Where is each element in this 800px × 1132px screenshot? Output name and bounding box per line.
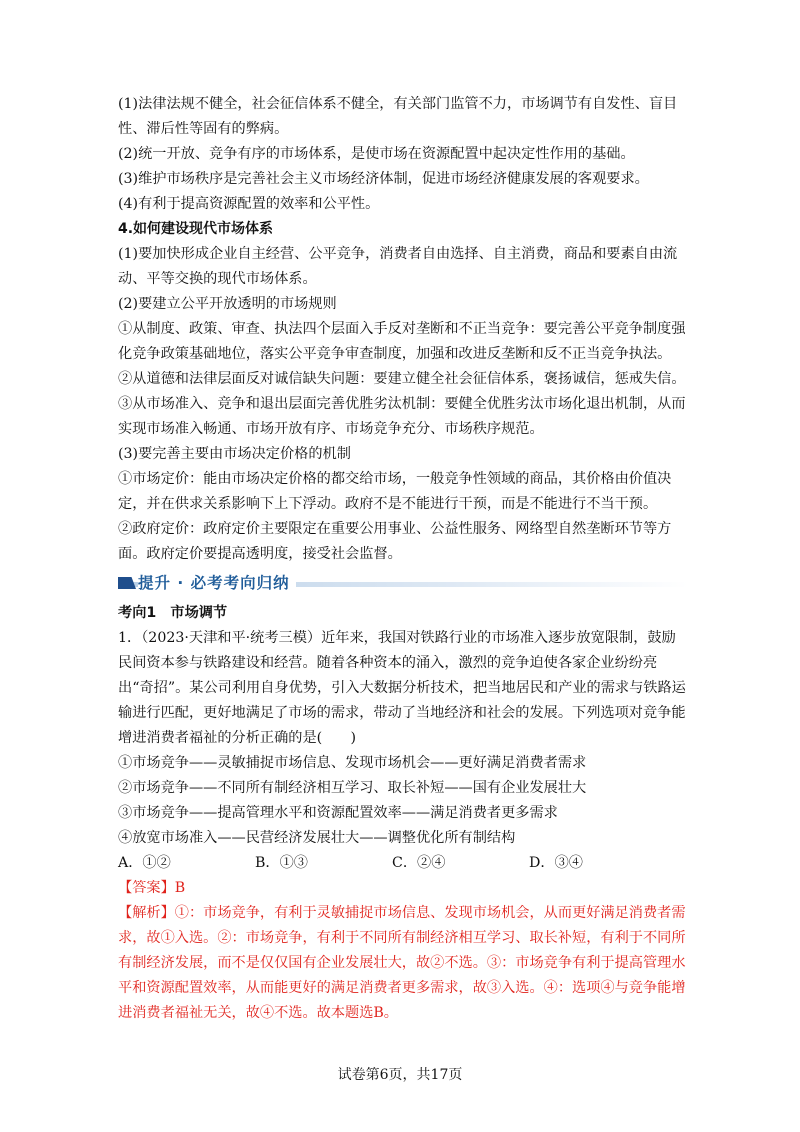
kaoxiang-title: 考向1 市场调节 — [118, 605, 228, 621]
section2-p2-item-2: ②从道德和法律层面反对诚信缺失问题：要建立健全社会征信体系，褒扬诚信，惩戒失信。 — [118, 371, 686, 387]
section2-paragraph-3: (3)要完善主要由市场决定价格的机制 — [118, 446, 351, 462]
section1-item-4: (4)有利于提高资源配置的效率和公平性。 — [118, 196, 380, 212]
question-stem: 1．（2023·天津和平·统考三模）近年来，我国对铁路行业的市场准入逐步放宽限制，鼓励民间资本参与铁路建设和经营。随着各种资本的涌入，激烈的竞争迫使各家企业纷纷亮出“奇招”。某公司利用自身优势，引入大数据分析技术，把当地居民和产业的需求与铁路运输进行匹配，更好地满足了市场的需求，带动了当地经济和社会的发展。下列选项对竞争能增进消费者福祉的分析正确的是( ) — [118, 630, 686, 746]
question-statement-1: ①市场竞争——灵敏捕捉市场信息、发现市场机会——更好满足消费者需求 — [118, 755, 587, 771]
banner-mark-icon — [118, 577, 136, 589]
option-a[interactable]: A．①② — [118, 855, 171, 871]
banner-title: 提升 · 必考考向归纳 — [138, 571, 296, 596]
answer-options — [118, 851, 688, 876]
section2-p2-item-1: ①从制度、政策、审查、执法四个层面入手反对垄断和不正当竞争：要完善公平竞争制度强化竞争政策基础地位，落实公平竞争审查制度，加强和改进反垄断和反不正当竞争执法。 — [118, 321, 686, 362]
section2-paragraph-2: (2)要建立公平开放透明的市场规则 — [118, 296, 337, 312]
section1-item-2: (2)统一开放、竞争有序的市场体系，是使市场在资源配置中起决定性作用的基础。 — [118, 146, 635, 162]
question-statement-4: ④放宽市场准入——民营经济发展壮大——调整优化所有制结构 — [118, 830, 516, 846]
section-banner — [118, 571, 688, 595]
page-footer: 试卷第6页，共17页 — [337, 1067, 463, 1083]
section2-heading: 4.如何建设现代市场体系 — [118, 221, 274, 237]
question-statement-2: ②市场竞争——不同所有制经济相互学习、取长补短——国有企业发展壮大 — [118, 780, 587, 796]
section2-p3-item-2: ②政府定价：政府定价主要限定在重要公用事业、公益性服务、网络型自然垄断环节等方面。政府定价要提高透明度，接受社会监督。 — [118, 521, 672, 562]
option-b[interactable]: B．①③ — [255, 855, 308, 871]
answer-line: 【答案】B — [118, 880, 186, 896]
analysis-paragraph: 【解析】①：市场竞争，有利于灵敏捕捉市场信息、发现市场机会，从而更好满足消费者需求，故①入选。②：市场竞争，有利于不同所有制经济相互学习、取长补短，有利于不同所有制经济发展，而不是仅仅国有企业发展壮大，故②不选。③：市场竞争有利于提高管理水平和资源配置效率，从而能更好的满足消费者更多需求，故③入选。④：选项④与竞争能增进消费者福祉无关，故④不选。故本题选B。 — [118, 905, 686, 1021]
section1-item-1: (1)法律法规不健全，社会征信体系不健全，有关部门监管不力，市场调节有自发性、盲目性、滞后性等固有的弊病。 — [118, 96, 678, 137]
option-d[interactable]: D．③④ — [529, 855, 583, 871]
option-c[interactable]: C．②④ — [392, 855, 446, 871]
section2-paragraph-1: (1)要加快形成企业自主经营、公平竞争，消费者自由选择、自主消费，商品和要素自由流动、平等交换的现代市场体系。 — [118, 246, 678, 287]
section2-p2-item-3: ③从市场准入、竞争和退出层面完善优胜劣汰机制：要健全优胜劣汰市场化退出机制，从而实现市场准入畅通、市场开放有序、市场竞争充分、市场秩序规范。 — [118, 396, 686, 437]
section1-item-3: (3)维护市场秩序是完善社会主义市场经济体制，促进市场经济健康发展的客观要求。 — [118, 171, 649, 187]
question-statement-3: ③市场竞争——提高管理水平和资源配置效率——满足消费者更多需求 — [118, 805, 558, 821]
section2-p3-item-1: ①市场定价：能由市场决定价格的都交给市场，一般竞争性领域的商品，其价格由价值决定，并在供求关系影响下上下浮动。政府不是不能进行干预，而是不能进行不当干预。 — [118, 471, 672, 512]
page-content — [118, 92, 688, 1026]
